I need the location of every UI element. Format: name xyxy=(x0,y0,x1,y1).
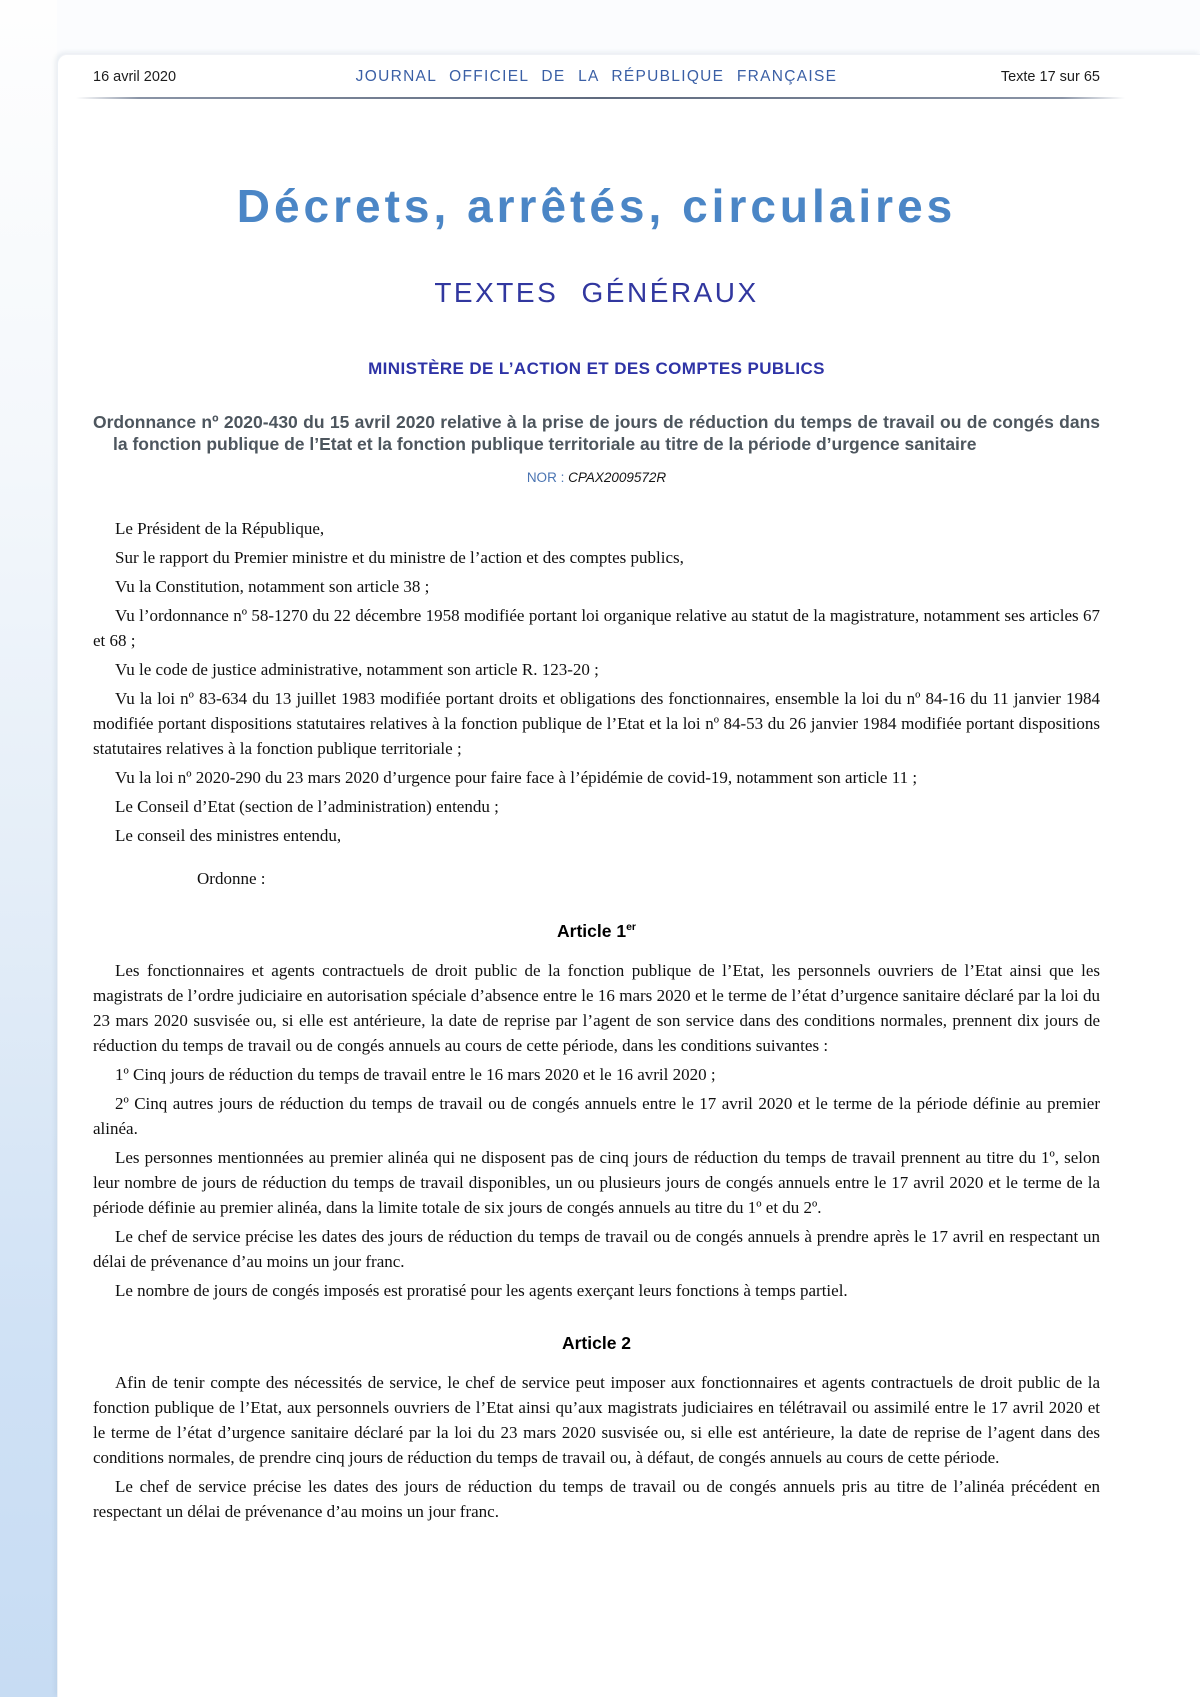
section-main-title: Décrets, arrêtés, circulaires xyxy=(236,180,957,232)
preamble-paragraph: Vu la Constitution, notamment son article 38 ; xyxy=(115,577,430,596)
publication-date: 16 avril 2020 xyxy=(93,69,177,85)
page-margin-gradient xyxy=(0,0,57,1697)
journal-header xyxy=(93,68,1100,86)
preamble-paragraph: Sur le rapport du Premier ministre et du ministre de l’action et des comptes publics, xyxy=(115,548,684,567)
article-1-paragraph: Les personnes mentionnées au premier alinéa qui ne disposent pas de cinq jours de réduction du temps de travail prennent au titre du 1º, selon leur nombre de jours de réduction du temps de travail disponibles, un ou plusieurs jours de congés annuels entre le 17 avril 2020 et le terme de la période définie au premier alinéa, dans la limite totale de six jours de congés annuels au titre du 1º et du 2º. xyxy=(93,1147,1100,1217)
article-1-paragraph: Le chef de service précise les dates des jours de réduction du temps de travail ou de congés annuels à prendre après le 17 avril en respectant un délai de prévenance d’au moins un jour franc. xyxy=(93,1226,1100,1271)
article-1-paragraph: Le nombre de jours de congés imposés est proratisé pour les agents exerçant leurs fonctions à temps partiel. xyxy=(115,1280,848,1300)
nor-label: NOR : xyxy=(526,470,565,485)
header-divider xyxy=(76,97,1125,99)
section-subtitle: TEXTES GÉNÉRAUX xyxy=(434,277,759,308)
article-2-heading xyxy=(93,1327,1100,1356)
preamble-paragraph: Le conseil des ministres entendu, xyxy=(115,826,342,845)
article-1-heading-superscript: er xyxy=(626,921,636,933)
ordinance-title: Ordonnance nº 2020-430 du 15 avril 2020 relative à la prise de jours de réduction du temps de travail ou de congés dans la fonction publique de l’Etat et la fonction publique territoriale au titre de la période d’urgence sanitaire xyxy=(93,412,1100,454)
ordonne-line: Ordonne : xyxy=(197,869,266,888)
document-page xyxy=(57,54,1200,1697)
journal-title: JOURNAL OFFICIEL DE LA RÉPUBLIQUE FRANÇAISE xyxy=(355,68,838,85)
nor-line xyxy=(93,470,1100,485)
article-1-heading xyxy=(93,915,1100,944)
article-2-paragraph: Afin de tenir compte des nécessités de service, le chef de service peut imposer aux fonctionnaires et agents contractuels de droit public de la fonction publique de l’Etat, aux personnels ouvriers de l’Etat ainsi qu’aux magistrats judiciaires en télétravail ou assimilé entre le 17 avril 2020 et le terme de l’état d’urgence sanitaire déclaré par la loi du 23 mars 2020 susvisée ou, si elle est antérieure, la date de reprise de l’agent dans des conditions normales, de prendre cinq jours de réduction du temps de travail ou, à défaut, de congés annuels au cours de cette période. xyxy=(93,1372,1100,1467)
nor-value: CPAX2009572R xyxy=(568,470,667,485)
ministry-heading: MINISTÈRE DE L’ACTION ET DES COMPTES PUBLICS xyxy=(368,359,825,378)
article-1-paragraph: 2º Cinq autres jours de réduction du temps de travail ou de congés annuels entre le 17 avril 2020 et le terme de la période définie au premier alinéa. xyxy=(93,1093,1100,1138)
preamble-paragraph: Vu l’ordonnance nº 58-1270 du 22 décembre 1958 modifiée portant loi organique relative au statut de la magistrature, notamment ses articles 67 et 68 ; xyxy=(93,606,1100,650)
preamble-paragraph: Vu la loi nº 83-634 du 13 juillet 1983 modifiée portant droits et obligations des fonctionnaires, ensemble la loi du nº 84-16 du 11 janvier 1984 modifiée portant dispositions statutaires relatives à la fonction publique de l’Etat et la loi nº 84-53 du 26 janvier 1984 modifiée portant dispositions statutaires relatives à la fonction publique territoriale ; xyxy=(93,689,1100,758)
article-2-heading-text: Article 2 xyxy=(561,1332,632,1353)
article-1-paragraph: Les fonctionnaires et agents contractuels de droit public de la fonction publique de l’Etat, les personnels ouvriers de l’Etat ainsi que les magistrats de l’ordre judiciaire en autorisation spéciale d’absence entre le 16 mars 2020 et le terme de l’état d’urgence sanitaire déclaré par la loi du 23 mars 2020 susvisée ou, si elle est antérieure, la date de reprise par l’agent de son service dans des conditions normales, prennent dix jours de réduction du temps de travail ou de congés annuels au cours de cette période, dans les conditions suivantes : xyxy=(93,960,1100,1055)
preamble-paragraph: Vu la loi nº 2020-290 du 23 mars 2020 d’urgence pour faire face à l’épidémie de covid-19, notamment son article 11 ; xyxy=(115,768,918,787)
preamble-paragraph: Vu le code de justice administrative, notamment son article R. 123-20 ; xyxy=(115,660,599,679)
text-reference: Texte 17 sur 65 xyxy=(1000,69,1100,85)
article-1-heading-text: Article 1 xyxy=(557,920,627,941)
preamble-paragraph: Le Président de la République, xyxy=(115,519,325,538)
preamble-paragraph: Le Conseil d’Etat (section de l’administration) entendu ; xyxy=(115,797,499,816)
article-2-paragraph: Le chef de service précise les dates des jours de réduction du temps de travail ou de congés annuels pris au titre de l’alinéa précédent en respectant un délai de prévenance d’au moins un jour franc. xyxy=(93,1476,1100,1521)
document-body xyxy=(93,516,1100,1524)
article-1-paragraph: 1º Cinq jours de réduction du temps de travail entre le 16 mars 2020 et le 16 avril 2020 ; xyxy=(115,1064,716,1084)
